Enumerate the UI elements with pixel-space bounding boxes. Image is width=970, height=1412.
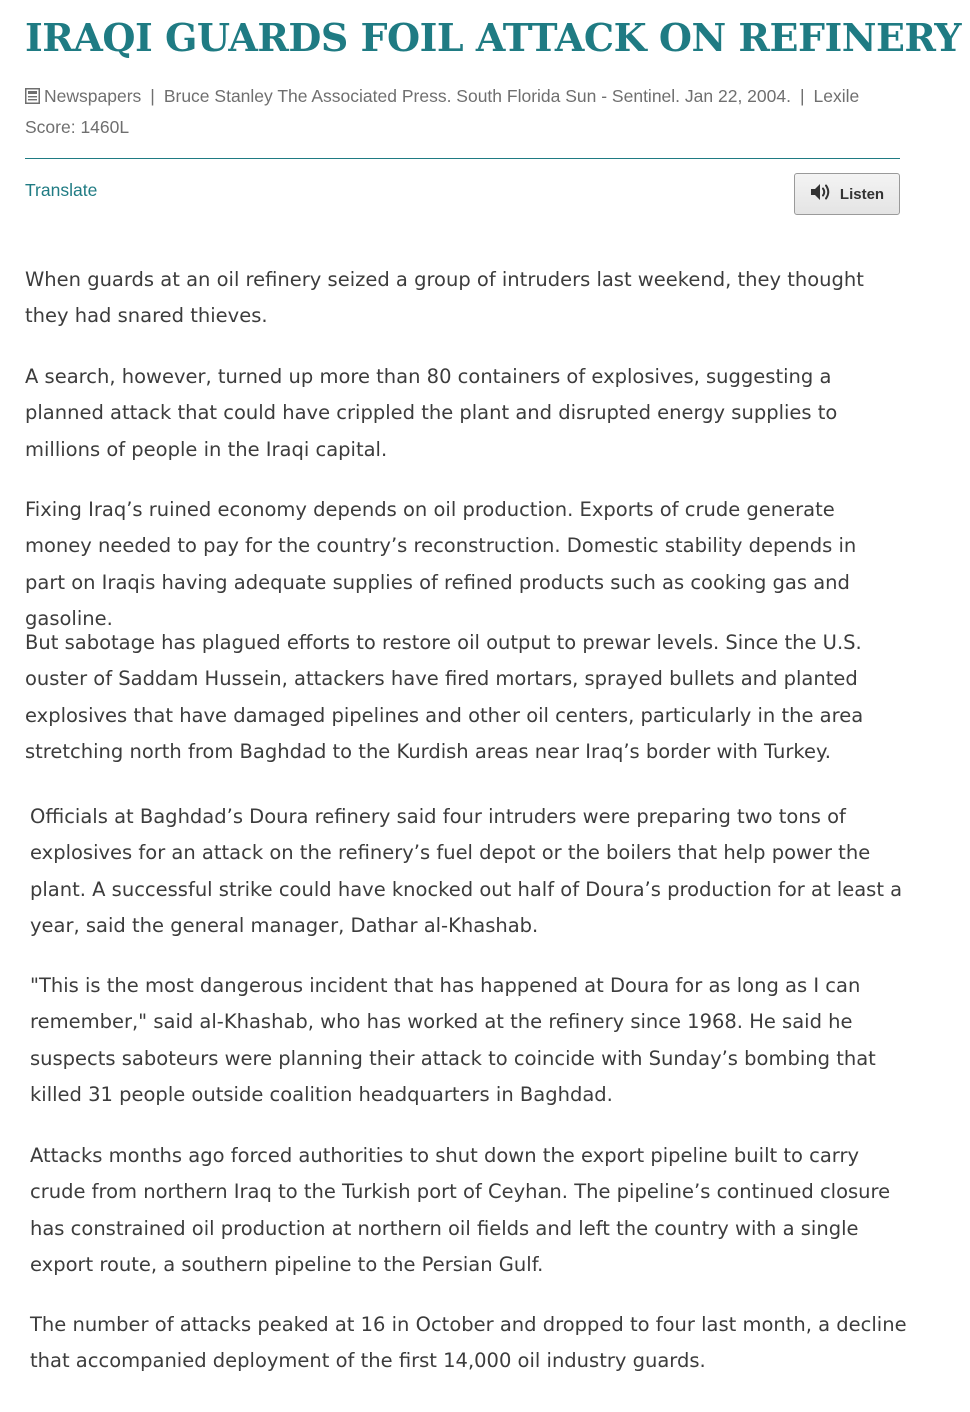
article-paragraph: Officials at Baghdad’s Doura refinery said four intruders were preparing two tons of explosives for an attack on the refinery’s fuel depot or the boilers that help power the plant. A successful strike could have knocked out half of Doura’s production for at least a year, said the general manager, Dathar al-Khashab. (30, 805, 903, 937)
meta-source: Bruce Stanley The Associated Press. South Florida Sun - Sentinel. Jan 22, 2004. (163, 86, 791, 106)
article-paragraph: But sabotage has plagued efforts to restore oil output to prewar levels. Since the U.S. ouster of Saddam Hussein, attackers have fired mortars, sprayed bullets and planted explosives that have damaged pipelines and other oil centers, particularly in the area stretching north from Baghdad to the Kurdish areas near Iraq’s border with Turkey. (25, 631, 864, 763)
header-divider (25, 158, 900, 159)
article-paragraph: Fixing Iraq’s ruined economy depends on oil production. Exports of crude generate money needed to pay for the country’s reconstruction. Domestic stability depends in part on Iraqis having adequate supplies of refined products such as cooking gas and gasoline. (25, 498, 857, 630)
article-paragraph: A search, however, turned up more than 80 containers of explosives, suggesting a planned attack that could have crippled the plant and disrupted energy supplies to millions of people in the Iraqi capital. (25, 365, 838, 461)
meta-separator: | (150, 86, 155, 106)
speaker-icon (810, 182, 832, 206)
meta-category: Newspapers (44, 86, 142, 106)
article-paragraph: "This is the most dangerous incident that has happened at Doura for as long as I can remember," said al-Khashab, who has worked at the refinery since 1968. He said he suspects saboteurs were planning their attack to coincide with Sunday’s bombing that killed 31 people outside coalition headquarters in Baghdad. (30, 974, 876, 1106)
article-paragraph: When guards at an oil refinery seized a group of intruders last weekend, they thought they had snared thieves. (25, 268, 864, 328)
article-paragraph: Attacks months ago forced authorities to shut down the export pipeline built to carry crude from northern Iraq to the Turkish port of Ceyhan. The pipeline’s continued closure has constrained oil production at northern oil fields and left the country with a single export route, a southern pipeline to the Persian Gulf. (30, 1144, 891, 1276)
translate-link[interactable]: Translate (25, 180, 98, 200)
article-paragraph: The number of attacks peaked at 16 in October and dropped to four last month, a decline that accompanied deployment of the first 14,000 oil industry guards. (30, 1313, 907, 1373)
listen-button[interactable] (794, 173, 900, 215)
article-meta (25, 82, 900, 142)
newspaper-icon (25, 84, 40, 113)
meta-lexile: Lexile Score: 1460L (25, 86, 860, 137)
listen-label: Listen (839, 185, 885, 203)
meta-separator: | (799, 86, 805, 106)
article-title: IRAQI GUARDS FOIL ATTACK ON REFINERY (25, 15, 961, 60)
